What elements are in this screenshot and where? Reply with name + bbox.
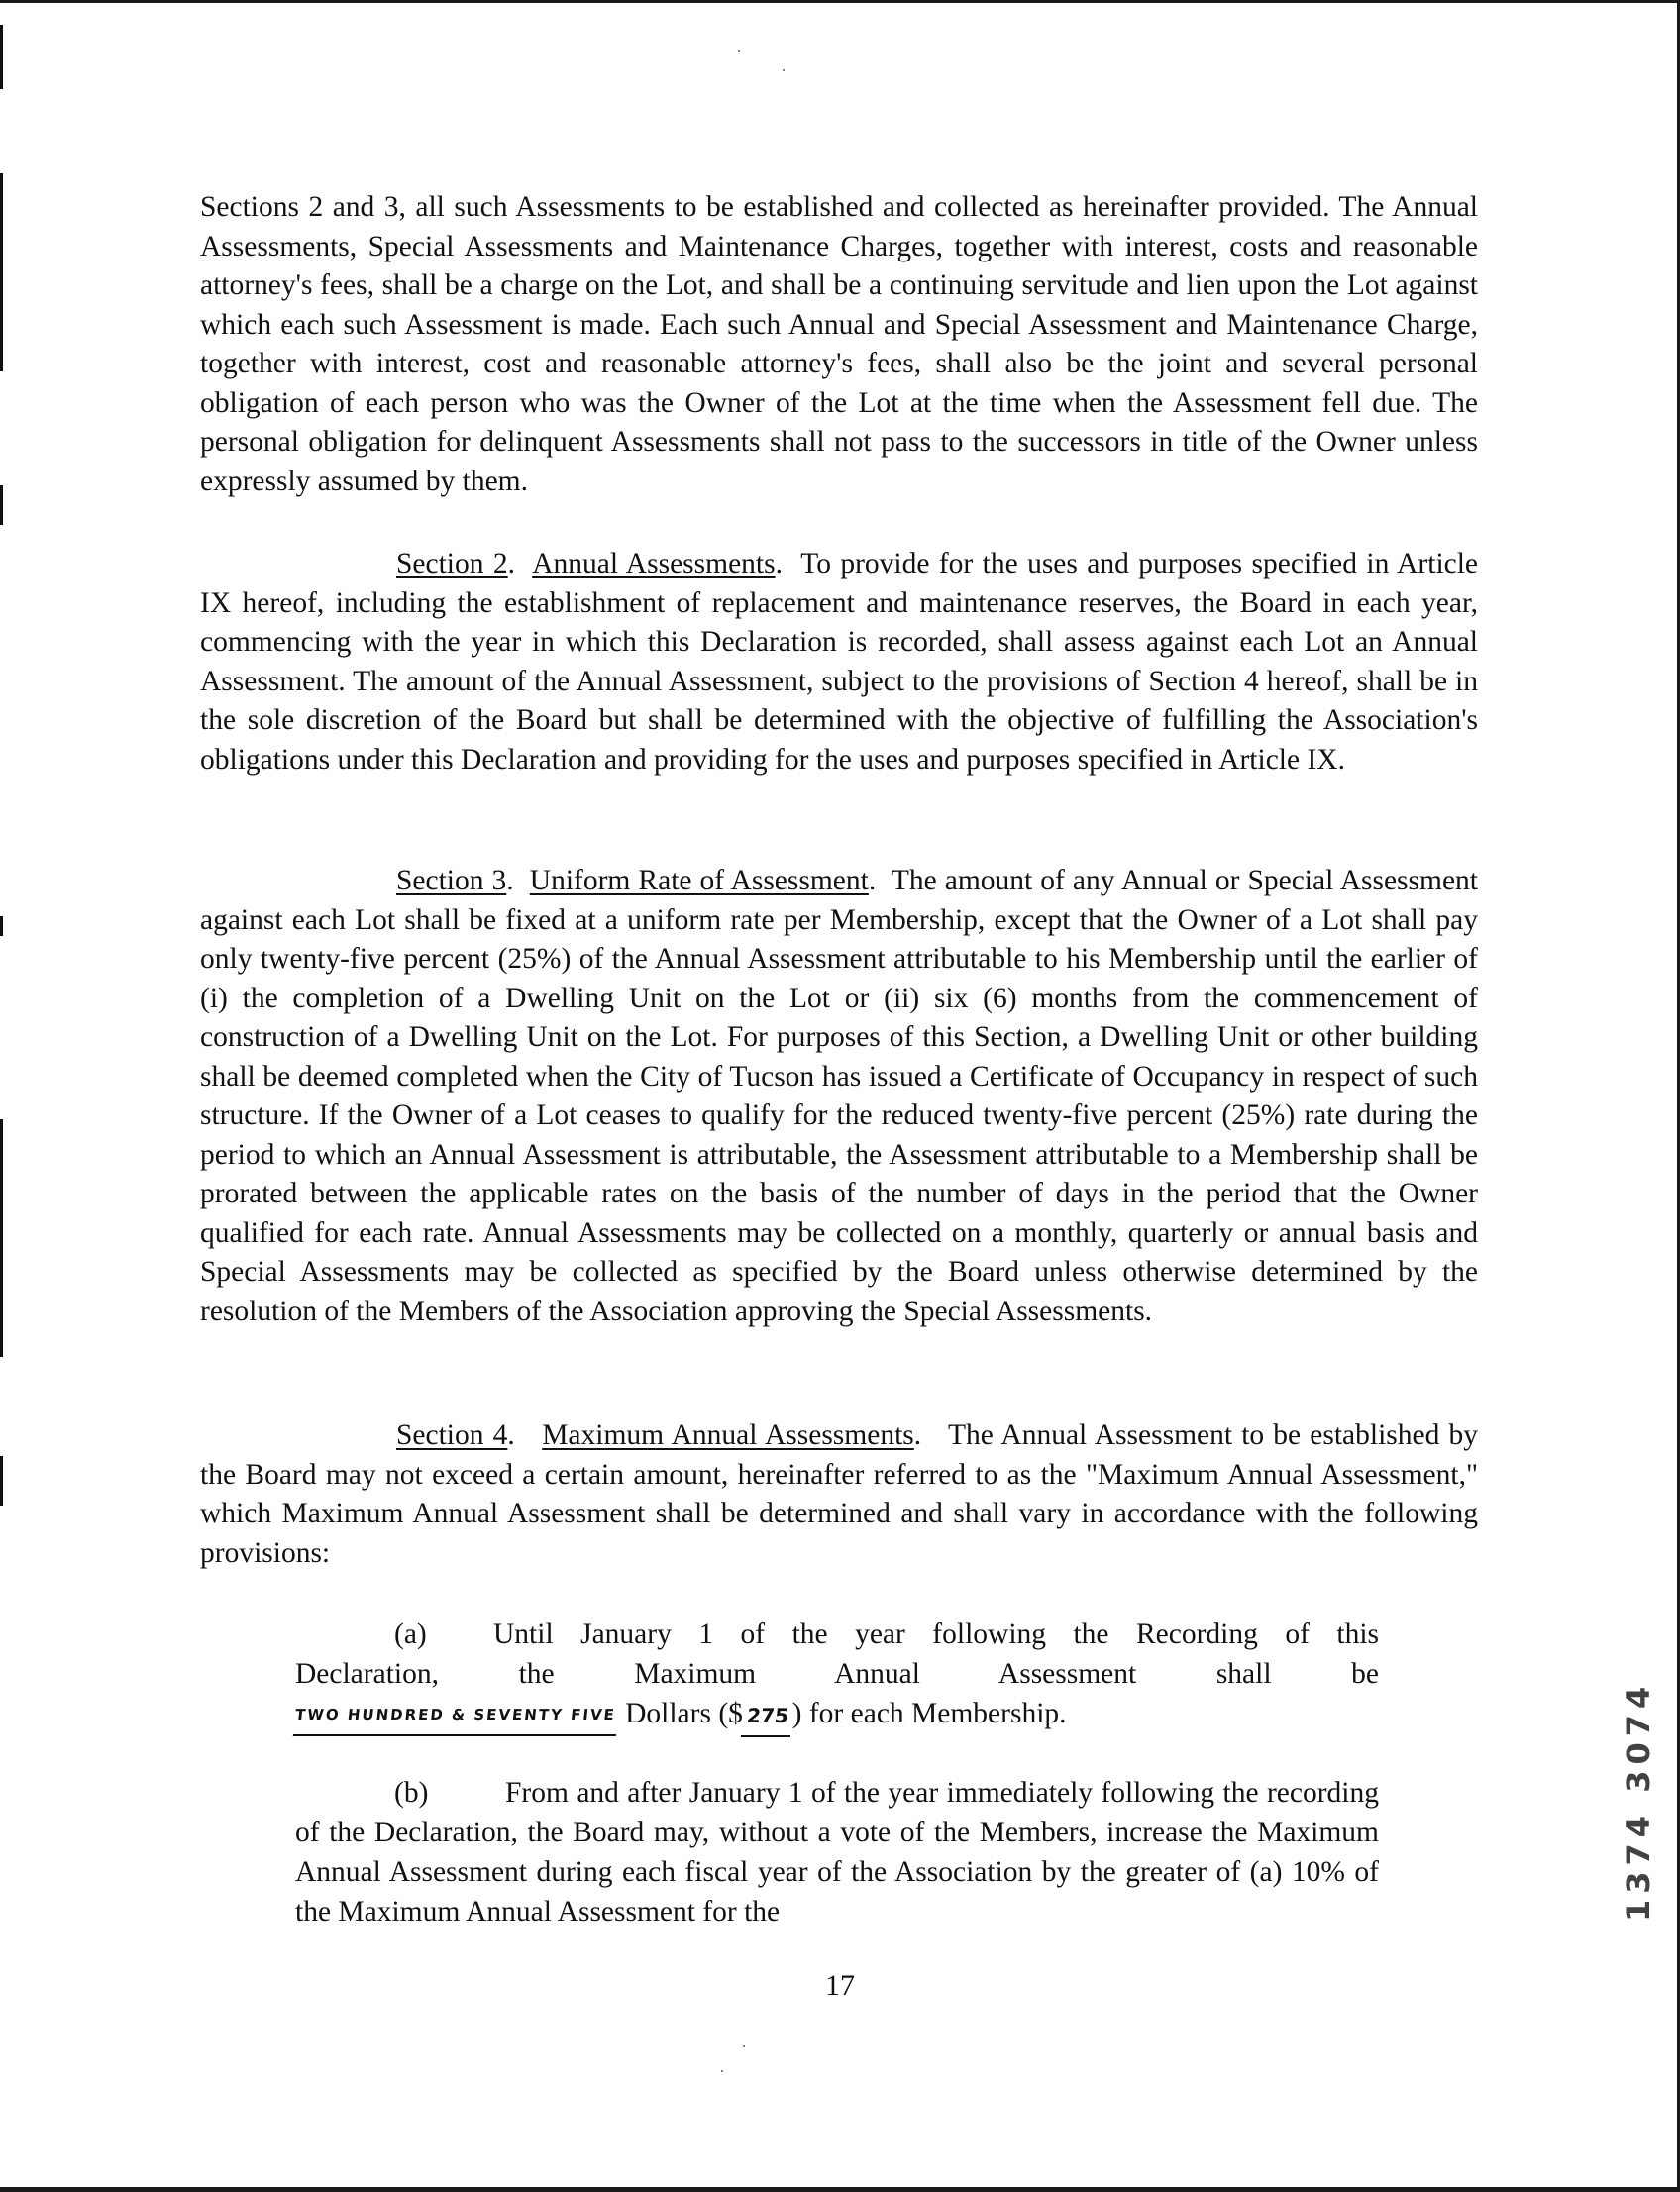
margin-recording-number: 1374 3074 bbox=[1620, 1680, 1657, 1922]
section-3-text: The amount of any Annual or Special Assessment against each Lot shall be fixed at a uniform rate per Membership, except that the Owner of a Lot shall pay only twenty-five percent (25%) of the Annual Assessment attributable to his Membership until the earlier of (i) the completion of a Dwelling Unit on the Lot or (ii) six (6) months from the commencement of construction of a Dwelling Unit on the Lot. For purposes of this Section, a Dwelling Unit or other building shall be deemed completed when the City of Tucson has issued a Certificate of Occupancy in respect of such structure. If the Owner of a Lot ceases to qualify for the reduced twenty-five percent (25%) rate during the period to which an Annual Assessment is attributable, the Assessment attributable to a Membership shall be prorated between the applicable rates on the basis of the number of days in the period that the Owner qualified for each rate. Annual Assessments may be collected on a monthly, quarterly or annual basis and Special Assessments may be collected as specified by the Board unless otherwise determined by the resolution of the Members of the Association approving the Special Assessments. bbox=[200, 865, 1479, 1327]
section-4-label: Section 4 bbox=[396, 1419, 508, 1451]
subsection-a-line-2: Declaration, the Maximum Annual Assessment shall be bbox=[295, 1658, 1379, 1690]
section-2-paragraph: Section 2. Annual Assessments. To provide for the uses and purposes specified in Article IX hereof, including the establishment of replacement and maintenance reserves, the Board in each year, commencing with the year in which this Declaration is recorded, shall assess against each Lot an Annual Assessment. The amount of the Annual Assessment, subject to the provisions of Section 4 hereof, shall be in the sole discretion of the Board but shall be determined with the objective of fulfilling the Association's obligations under this Declaration and providing for the uses and purposes specified in Article IX. bbox=[200, 548, 1479, 776]
paragraph-opening: Sections 2 and 3, all such Assessments to be established and collected as hereinafter provided. The Annual Assessments, Special Assessments and Maintenance Charges, together with interest, costs and reasonable attorney's fees, shall be a charge on the Lot, and shall be a continuing servitude and lien upon the Lot against which each such Assessment is made. Each such Annual and Special Assessment and Maintenance Charge, together with interest, cost and reasonable attorney's fees, shall also be the joint and several personal obligation of each person who was the Owner of the Lot at the time when the Assessment fell due. The personal obligation for delinquent Assessments shall not pass to the successors in title of the Owner unless expressly assumed by them. bbox=[200, 191, 1478, 497]
scan-margin-mark bbox=[0, 173, 3, 371]
subsection-a-line-1 bbox=[295, 1615, 1379, 1654]
section-4-title: Maximum Annual Assessments bbox=[542, 1419, 914, 1451]
handwritten-amount-words: TWO HUNDRED & SEVENTY FIVE bbox=[293, 1695, 620, 1736]
subsection-a bbox=[295, 1615, 1379, 1737]
scan-margin-mark bbox=[0, 916, 3, 936]
scan-speck bbox=[783, 69, 785, 71]
page-number: 17 bbox=[825, 1969, 855, 2002]
subsection-b-text: From and after January 1 of the year immediately following the recording of the Declaration, the Board may, without a vote of the Members, increase the Maximum Annual Assessment during each fiscal year of the Association by the greater of (a) 10% of the Maximum Annual Assessment for the bbox=[295, 1777, 1379, 1928]
section-2-label: Section 2 bbox=[396, 548, 508, 579]
section-4-text: The Annual Assessment to be established by the Board may not exceed a certain amount, hereinafter referred to as the "Maximum Annual Assessment," which Maximum Annual Assessment shall be determined and shall vary in accordance with the following provisions: bbox=[200, 1419, 1478, 1569]
section-3-label: Section 3 bbox=[396, 865, 507, 896]
scan-margin-mark bbox=[0, 1119, 3, 1357]
section-4-paragraph: Section 4. Maximum Annual Assessments. The Annual Assessment to be established by the Board may not exceed a certain amount, hereinafter referred to as the "Maximum Annual Assessment," which Maximum Annual Assessment shall be determined and shall vary in accordance with the following provisions: bbox=[200, 1419, 1478, 1569]
section-2-title: Annual Assessments bbox=[532, 548, 776, 579]
subsection-a-line-1-text: Until January 1 of the year following the Recording of this bbox=[493, 1618, 1379, 1650]
section-3-title: Uniform Rate of Assessment bbox=[529, 865, 869, 896]
subsection-a-label: (a) bbox=[394, 1618, 427, 1650]
subsection-b bbox=[295, 1773, 1379, 1931]
scan-margin-mark bbox=[0, 485, 3, 525]
scan-speck bbox=[721, 2070, 723, 2072]
subsection-b-label: (b) bbox=[394, 1777, 429, 1809]
scan-border-top bbox=[0, 0, 1680, 3]
subsection-a-line-3 bbox=[295, 1694, 1379, 1737]
subsection-a-closing: ) for each Membership. bbox=[791, 1698, 1067, 1729]
scan-margin-mark bbox=[0, 25, 3, 89]
scan-border-bottom bbox=[0, 2187, 1680, 2192]
section-2-text: To provide for the uses and purposes specified in Article IX hereof, including the establishment of replacement and maintenance reserves, the Board in each year, commencing with the year in which this Declaration is recorded, shall assess against each Lot an Annual Assessment. The amount of the Annual Assessment, subject to the provisions of Section 4 hereof, shall be in the sole discretion of the Board but shall be determined with the objective of fulfilling the Association's obligations under this Declaration and providing for the uses and purposes specified in Article IX. bbox=[200, 548, 1479, 776]
scan-speck bbox=[738, 50, 740, 52]
section-3-paragraph: Section 3. Uniform Rate of Assessment. The amount of any Annual or Special Assessment against each Lot shall be fixed at a uniform rate per Membership, except that the Owner of a Lot shall pay only twenty-five percent (25%) of the Annual Assessment attributable to his Membership until the earlier of (i) the completion of a Dwelling Unit on the Lot or (ii) six (6) months from the commencement of construction of a Dwelling Unit on the Lot. For purposes of this Section, a Dwelling Unit or other building shall be deemed completed when the City of Tucson has issued a Certificate of Occupancy in respect of such structure. If the Owner of a Lot ceases to qualify for the reduced twenty-five percent (25%) rate during the period to which an Annual Assessment is attributable, the Assessment attributable to a Membership shall be prorated between the applicable rates on the basis of the number of days in the period that the Owner qualified for each rate. Annual Assessments may be collected on a monthly, quarterly or annual basis and Special Assessments may be collected as specified by the Board unless otherwise determined by the resolution of the Members of the Association approving the Special Assessments. bbox=[200, 865, 1479, 1327]
scan-speck bbox=[743, 2045, 745, 2047]
scan-margin-mark bbox=[0, 1456, 3, 1506]
dollars-text: Dollars ($ bbox=[625, 1698, 743, 1729]
handwritten-amount-number: 275 bbox=[741, 1696, 794, 1737]
